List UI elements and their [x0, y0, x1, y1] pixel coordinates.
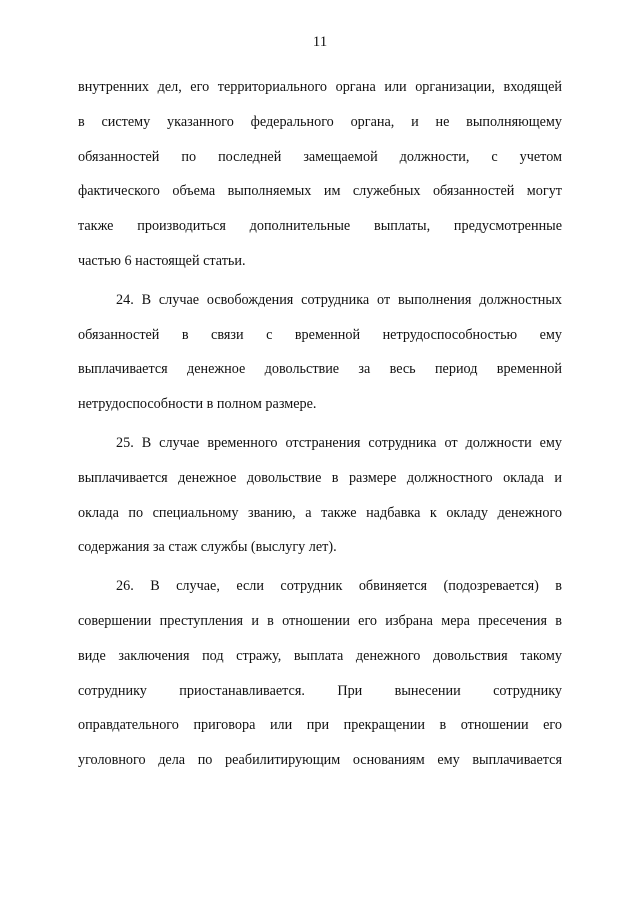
paragraph-item-24: [78, 283, 562, 422]
text-line: 26. В случае, если сотрудник обвиняется (подозревается) в: [116, 578, 562, 595]
text-line: внутренних дел, его территориального органа или организации, входящей: [78, 79, 562, 95]
text-line: выплачивается денежное довольствие за весь период временной: [78, 361, 562, 378]
text-line: 25. В случае временного отстранения сотрудника от должности ему: [116, 434, 562, 451]
text-line: в систему указанного федерального органа, и не выполняющему: [78, 113, 562, 130]
text-line: выплачивается денежное довольствие в размере должностного оклада и: [78, 469, 562, 486]
text-line: совершении преступления и в отношении его избрана мера пресечения в: [78, 612, 562, 629]
text-line: содержания за стаж службы (выслугу лет).: [78, 539, 337, 556]
text-line: оклада по специальному званию, а также надбавка к окладу денежного: [78, 504, 562, 521]
text-line: частью 6 настоящей статьи.: [78, 252, 246, 269]
text-line: нетрудоспособности в полном размере.: [78, 396, 317, 413]
text-line: обязанностей по последней замещаемой должности, с учетом: [78, 148, 562, 165]
text-line: также производиться дополнительные выплаты, предусмотренные: [78, 218, 562, 235]
text-line: обязанностей в связи с временной нетрудоспособностью ему: [78, 326, 562, 343]
paragraph-item-26: [78, 569, 562, 778]
paragraph-continuation: [78, 70, 562, 279]
text-line: фактического объема выполняемых им служебных обязанностей могут: [78, 183, 562, 200]
document-body: [78, 70, 562, 782]
text-line: уголовного дела по реабилитирующим основаниям ему выплачивается: [78, 752, 562, 769]
text-line: сотруднику приостанавливается. При вынесении сотруднику: [78, 682, 562, 699]
text-line: оправдательного приговора или при прекращении в отношении его: [78, 717, 562, 734]
paragraph-item-25: [78, 426, 562, 565]
text-line: 24. В случае освобождения сотрудника от выполнения должностных: [116, 291, 562, 308]
page-number: 11: [312, 34, 328, 50]
text-line: виде заключения под стражу, выплата денежного довольствия такому: [78, 647, 562, 664]
